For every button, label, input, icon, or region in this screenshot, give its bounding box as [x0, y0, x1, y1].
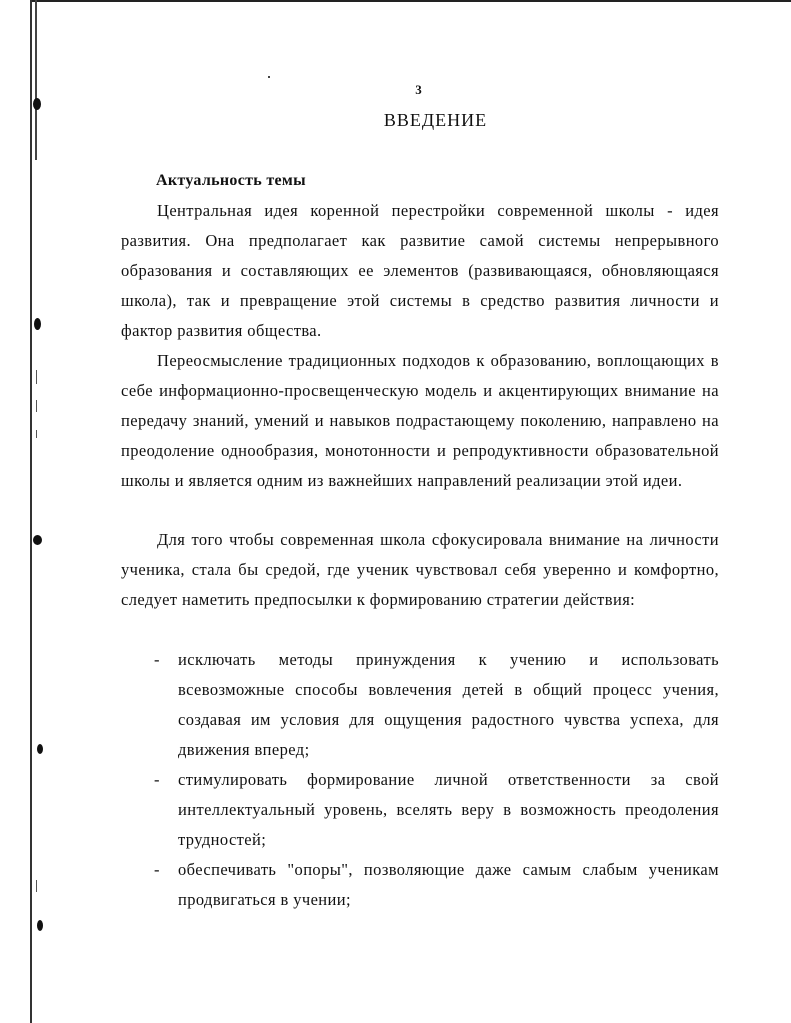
scan-speck [268, 76, 270, 78]
scan-tick [36, 430, 37, 438]
scan-tick [36, 400, 37, 412]
bullet-list [152, 645, 719, 915]
list-item: - обеспечивать "опоры", позволяющие даже самым слабым ученикам продвигаться в учении; [152, 855, 719, 915]
bullet-marker: - [154, 770, 160, 789]
hole-punch-mark [34, 318, 41, 330]
scan-tick [36, 370, 37, 384]
hole-punch-mark [33, 535, 42, 545]
paragraph: Для того чтобы современная школа сфокусировала внимание на личности ученика, стала бы средой, где ученик чувствовал себя уверенно и комфортно, следует наметить предпосылки к формированию стратегии действия: [121, 530, 719, 609]
scan-tick [36, 880, 37, 892]
page-title: ВВЕДЕНИЕ [383, 110, 488, 130]
scan-border-left-inner [35, 0, 37, 160]
hole-punch-mark [33, 98, 41, 110]
hole-punch-mark [37, 920, 43, 931]
paragraph: Переосмысление традиционных подходов к образованию, воплощающих в себе информационно-просвещенческую модель и акцентирующих внимание на передачу знаний, умений и навыков подрастающему поколению, направлено на преодоление однообразия, монотонности и репродуктивности образовательной школы и является одним из важнейших направлений реализации этой идеи. [121, 351, 719, 490]
list-item: - стимулировать формирование личной ответственности за свой интеллектуальный уровень, вселять веру в возможность преодоления трудностей; [152, 765, 719, 855]
bullet-marker: - [154, 650, 160, 669]
section-heading: Актуальность темы [156, 172, 306, 189]
hole-punch-mark [37, 744, 43, 754]
paragraph: Центральная идея коренной перестройки современной школы - идея развития. Она предполагает как развитие самой системы непрерывного образования и составляющих ее элементов (развивающаяся, обновляющаяся школа), так и превращение этой системы в средство развития личности и фактор развития общества. [121, 201, 719, 340]
scan-border-top [30, 0, 791, 2]
bullet-marker: - [154, 860, 160, 879]
scan-border-left [30, 0, 32, 1023]
page-number: 3 [415, 82, 422, 97]
list-item: - исключать методы принуждения к учению и использовать всевозможные способы вовлечения детей в общий процесс учения, создавая им условия для ощущения радостного чувства успеха, для движения вперед; [152, 645, 719, 765]
